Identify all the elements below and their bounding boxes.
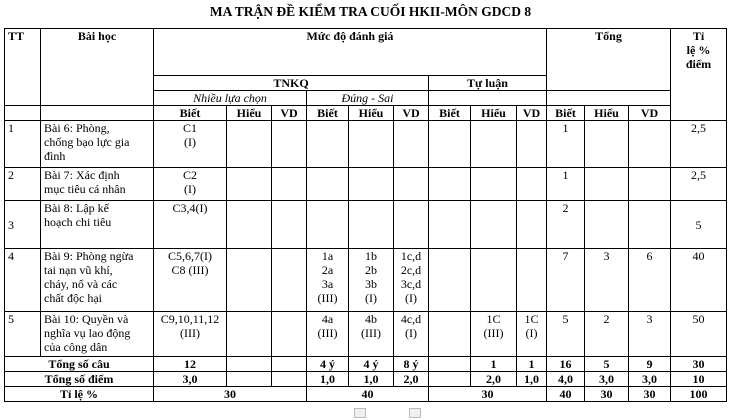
matrix-cell — [154, 121, 227, 168]
cell-line: 1C — [486, 312, 501, 326]
lesson-line: chất độc hại — [44, 291, 102, 305]
matrix-cell — [154, 201, 227, 249]
header-tt: TT — [5, 29, 41, 106]
cell-line: 4c,d — [400, 312, 422, 326]
total-score-value: 3,0 — [629, 372, 671, 387]
cell-line: 1b — [365, 249, 377, 263]
matrix-cell — [429, 249, 471, 312]
matrix-cell — [671, 312, 727, 357]
cell-line: (III) — [483, 326, 504, 340]
matrix-cell — [517, 312, 547, 357]
header-essay: Tự luận — [429, 76, 547, 91]
row-number: 4 — [5, 249, 41, 312]
header-essay-sub-empty — [429, 91, 547, 106]
matrix-cell — [272, 121, 307, 168]
total-questions-value — [272, 357, 307, 372]
ratio-label: Tỉ lệ % — [5, 387, 154, 402]
lesson-line: Bài 7: Xác định — [44, 168, 120, 182]
total-score-value — [429, 372, 471, 387]
matrix-cell — [429, 201, 471, 249]
score-ratio-line: điểm — [685, 57, 712, 71]
cell-line: (III) — [317, 291, 338, 305]
matrix-cell — [517, 201, 547, 249]
total-questions-row — [5, 357, 727, 372]
lesson-line: tai nạn vũ khí, — [44, 263, 113, 277]
matrix-cell — [307, 312, 349, 357]
matrix-cell — [394, 121, 429, 168]
cell-line: 6 — [646, 249, 653, 263]
header-level-3: Biết — [307, 106, 349, 121]
header-level-7: Hiểu — [471, 106, 517, 121]
lesson-row — [5, 312, 727, 357]
row-number: 1 — [5, 121, 41, 168]
cell-line: (III) — [180, 326, 200, 340]
cell-line: 1 — [562, 121, 569, 135]
ratio-value: 30 — [629, 387, 671, 402]
lesson-line: Bài 10: Quyền và — [44, 312, 129, 326]
cell-line: 2,5 — [691, 121, 706, 135]
matrix-cell — [394, 249, 429, 312]
matrix-cell — [272, 249, 307, 312]
matrix-cell — [547, 168, 585, 201]
matrix-cell — [585, 121, 629, 168]
header-score-ratio — [671, 29, 727, 121]
cell-line: C8 (III) — [171, 263, 209, 277]
ratio-value: 40 — [547, 387, 585, 402]
cell-line: 3c,d — [400, 277, 422, 291]
matrix-cell — [671, 121, 727, 168]
score-ratio-line: Tỉ — [692, 29, 705, 43]
cell-line: 1c,d — [400, 249, 422, 263]
matrix-cell — [349, 312, 394, 357]
matrix-cell — [585, 249, 629, 312]
header-level-2: VD — [272, 106, 307, 121]
cell-line: 4b — [365, 312, 377, 326]
scroll-arrow-right[interactable] — [409, 408, 421, 418]
row-number: 2 — [5, 168, 41, 201]
cell-line: 40 — [692, 249, 705, 263]
cell-line: 3 — [603, 249, 610, 263]
matrix-cell — [227, 168, 272, 201]
matrix-cell — [307, 201, 349, 249]
total-questions-value: 1 — [517, 357, 547, 372]
ratio-value: 30 — [585, 387, 629, 402]
matrix-cell — [471, 168, 517, 201]
matrix-cell — [154, 312, 227, 357]
total-questions-value: 9 — [629, 357, 671, 372]
row-number: 3 — [5, 201, 41, 249]
lesson-name — [41, 168, 154, 201]
cell-line: C2 — [182, 168, 197, 182]
header-total: Tổng — [547, 29, 671, 91]
total-questions-value: 4 ý — [307, 357, 349, 372]
matrix-cell — [471, 201, 517, 249]
header-level-9: Biết — [547, 106, 585, 121]
matrix-cell — [227, 201, 272, 249]
header-level-1: Hiểu — [227, 106, 272, 121]
header-level-0: Biết — [154, 106, 227, 121]
total-score-value: 4,0 — [547, 372, 585, 387]
total-score-label: Tổng số điểm — [5, 372, 154, 387]
total-questions-value: 5 — [585, 357, 629, 372]
total-questions-label: Tổng số câu — [5, 357, 154, 372]
matrix-cell — [349, 121, 394, 168]
cell-line: (I) — [525, 326, 538, 340]
score-ratio-line: lệ % — [686, 43, 711, 57]
matrix-cell — [394, 168, 429, 201]
lesson-line: chống bạo lực gia — [44, 135, 130, 149]
lesson-row — [5, 249, 727, 312]
matrix-cell — [629, 168, 671, 201]
matrix-cell — [629, 249, 671, 312]
cell-line: 2 — [562, 201, 569, 215]
total-score-value: 3,0 — [154, 372, 227, 387]
matrix-cell — [307, 249, 349, 312]
cell-line: 3a — [321, 277, 334, 291]
cell-line: 2a — [321, 263, 334, 277]
cell-line: 7 — [562, 249, 569, 263]
lesson-name — [41, 249, 154, 312]
total-questions-value — [429, 357, 471, 372]
matrix-cell — [429, 312, 471, 357]
matrix-cell — [349, 201, 394, 249]
cell-line: (I) — [184, 135, 196, 149]
matrix-cell — [629, 121, 671, 168]
matrix-cell — [272, 168, 307, 201]
cell-line: C5,6,7(I) — [168, 249, 212, 263]
total-questions-value: 4 ý — [349, 357, 394, 372]
header-level-6: Biết — [429, 106, 471, 121]
matrix-cell — [547, 312, 585, 357]
cell-line: 1a — [321, 249, 334, 263]
matrix-cell — [671, 249, 727, 312]
cell-line: 2 — [603, 312, 610, 326]
lesson-name — [41, 201, 154, 249]
lesson-row — [5, 121, 727, 168]
ratio-row — [5, 387, 727, 402]
cell-line: 1 — [562, 168, 569, 182]
total-score-value: 10 — [671, 372, 727, 387]
matrix-cell — [394, 201, 429, 249]
lesson-name — [41, 121, 154, 168]
cell-line: 2c,d — [400, 263, 422, 277]
lesson-name — [41, 312, 154, 357]
total-score-value: 3,0 — [585, 372, 629, 387]
lesson-line: mục tiêu cá nhân — [44, 182, 126, 196]
matrix-cell — [429, 121, 471, 168]
cell-line: (I) — [365, 291, 377, 305]
matrix-cell — [517, 249, 547, 312]
matrix-cell — [517, 168, 547, 201]
cell-line: (I) — [405, 291, 417, 305]
header-multiple-choice: Nhiều lựa chọn — [154, 91, 307, 106]
cell-line: (I) — [184, 182, 196, 196]
total-score-value — [272, 372, 307, 387]
ratio-value: 30 — [154, 387, 307, 402]
cell-line: (I) — [405, 326, 417, 340]
matrix-cell — [272, 312, 307, 357]
cell-line: 5 — [695, 217, 702, 232]
lesson-line: đình — [44, 149, 66, 163]
total-questions-value: 8 ý — [394, 357, 429, 372]
cell-line: 5 — [562, 312, 569, 326]
matrix-cell — [671, 168, 727, 201]
lesson-line: Bài 9: Phòng ngừa — [44, 249, 134, 263]
cell-line: 1C — [524, 312, 539, 326]
matrix-cell — [227, 249, 272, 312]
matrix-cell — [471, 312, 517, 357]
total-score-value: 1,0 — [349, 372, 394, 387]
matrix-cell — [585, 168, 629, 201]
header-level-10: Hiểu — [585, 106, 629, 121]
total-score-value — [227, 372, 272, 387]
cell-line: 2,5 — [691, 168, 706, 182]
cell-line: C1 — [182, 121, 197, 135]
header-level-11: VD — [629, 106, 671, 121]
cell-line: C9,10,11,12 — [160, 312, 220, 326]
header-level-4: Hiểu — [349, 106, 394, 121]
matrix-cell — [471, 121, 517, 168]
lesson-line: nghĩa vụ lao động — [44, 326, 131, 340]
header-level-5: VD — [394, 106, 429, 121]
assessment-matrix-table — [4, 28, 727, 402]
scroll-arrow-left[interactable] — [354, 408, 366, 418]
lesson-line: của công dân — [44, 340, 108, 354]
cell-line: 3b — [365, 277, 377, 291]
matrix-cell — [585, 312, 629, 357]
lesson-line: Bài 6: Phòng, — [44, 121, 110, 135]
header-lesson: Bài học — [41, 29, 154, 106]
lesson-row — [5, 201, 727, 249]
row-number: 5 — [5, 312, 41, 357]
matrix-cell — [671, 201, 727, 249]
matrix-cell — [547, 249, 585, 312]
cell-line: (III) — [361, 326, 381, 340]
total-score-value: 2,0 — [394, 372, 429, 387]
matrix-cell — [585, 201, 629, 249]
total-questions-value: 30 — [671, 357, 727, 372]
total-questions-value — [227, 357, 272, 372]
cell-line: (III) — [317, 326, 338, 340]
total-questions-value: 1 — [471, 357, 517, 372]
matrix-cell — [349, 168, 394, 201]
matrix-cell — [307, 168, 349, 201]
matrix-cell — [547, 201, 585, 249]
matrix-cell — [629, 312, 671, 357]
matrix-cell — [227, 121, 272, 168]
cell-line: 50 — [692, 312, 705, 326]
header-blank — [5, 106, 41, 121]
total-score-row — [5, 372, 727, 387]
matrix-cell — [517, 121, 547, 168]
matrix-cell — [471, 249, 517, 312]
header-blank — [41, 106, 154, 121]
matrix-cell — [429, 168, 471, 201]
lesson-row — [5, 168, 727, 201]
lesson-line: hoạch chi tiêu — [44, 215, 112, 229]
header-assessment-level: Mức độ đánh giá — [154, 29, 547, 76]
matrix-cell — [272, 201, 307, 249]
total-score-value: 2,0 — [471, 372, 517, 387]
matrix-cell — [307, 121, 349, 168]
cell-line: 2b — [365, 263, 377, 277]
matrix-cell — [154, 249, 227, 312]
cell-line: 3 — [646, 312, 653, 326]
total-score-value: 1,0 — [517, 372, 547, 387]
cell-line: C3,4(I) — [172, 201, 208, 215]
matrix-cell — [394, 312, 429, 357]
header-true-false: Đúng - Sai — [307, 91, 429, 106]
matrix-cell — [547, 121, 585, 168]
document-title: MA TRẬN ĐỀ KIỂM TRA CUỐI HKII-MÔN GDCD 8 — [209, 4, 532, 19]
ratio-value: 40 — [307, 387, 429, 402]
total-questions-value: 16 — [547, 357, 585, 372]
header-level-8: VD — [517, 106, 547, 121]
matrix-cell — [154, 168, 227, 201]
matrix-cell — [629, 201, 671, 249]
header-total-sub-empty — [547, 91, 671, 106]
lesson-line: cháy, nổ và các — [44, 277, 118, 291]
total-score-value: 1,0 — [307, 372, 349, 387]
header-tnkq: TNKQ — [154, 76, 429, 91]
matrix-cell — [349, 249, 394, 312]
lesson-line: Bài 8: Lập kế — [44, 201, 109, 215]
cell-line: 4a — [321, 312, 334, 326]
ratio-value: 100 — [671, 387, 727, 402]
total-questions-value: 12 — [154, 357, 227, 372]
ratio-value: 30 — [429, 387, 547, 402]
matrix-cell — [227, 312, 272, 357]
